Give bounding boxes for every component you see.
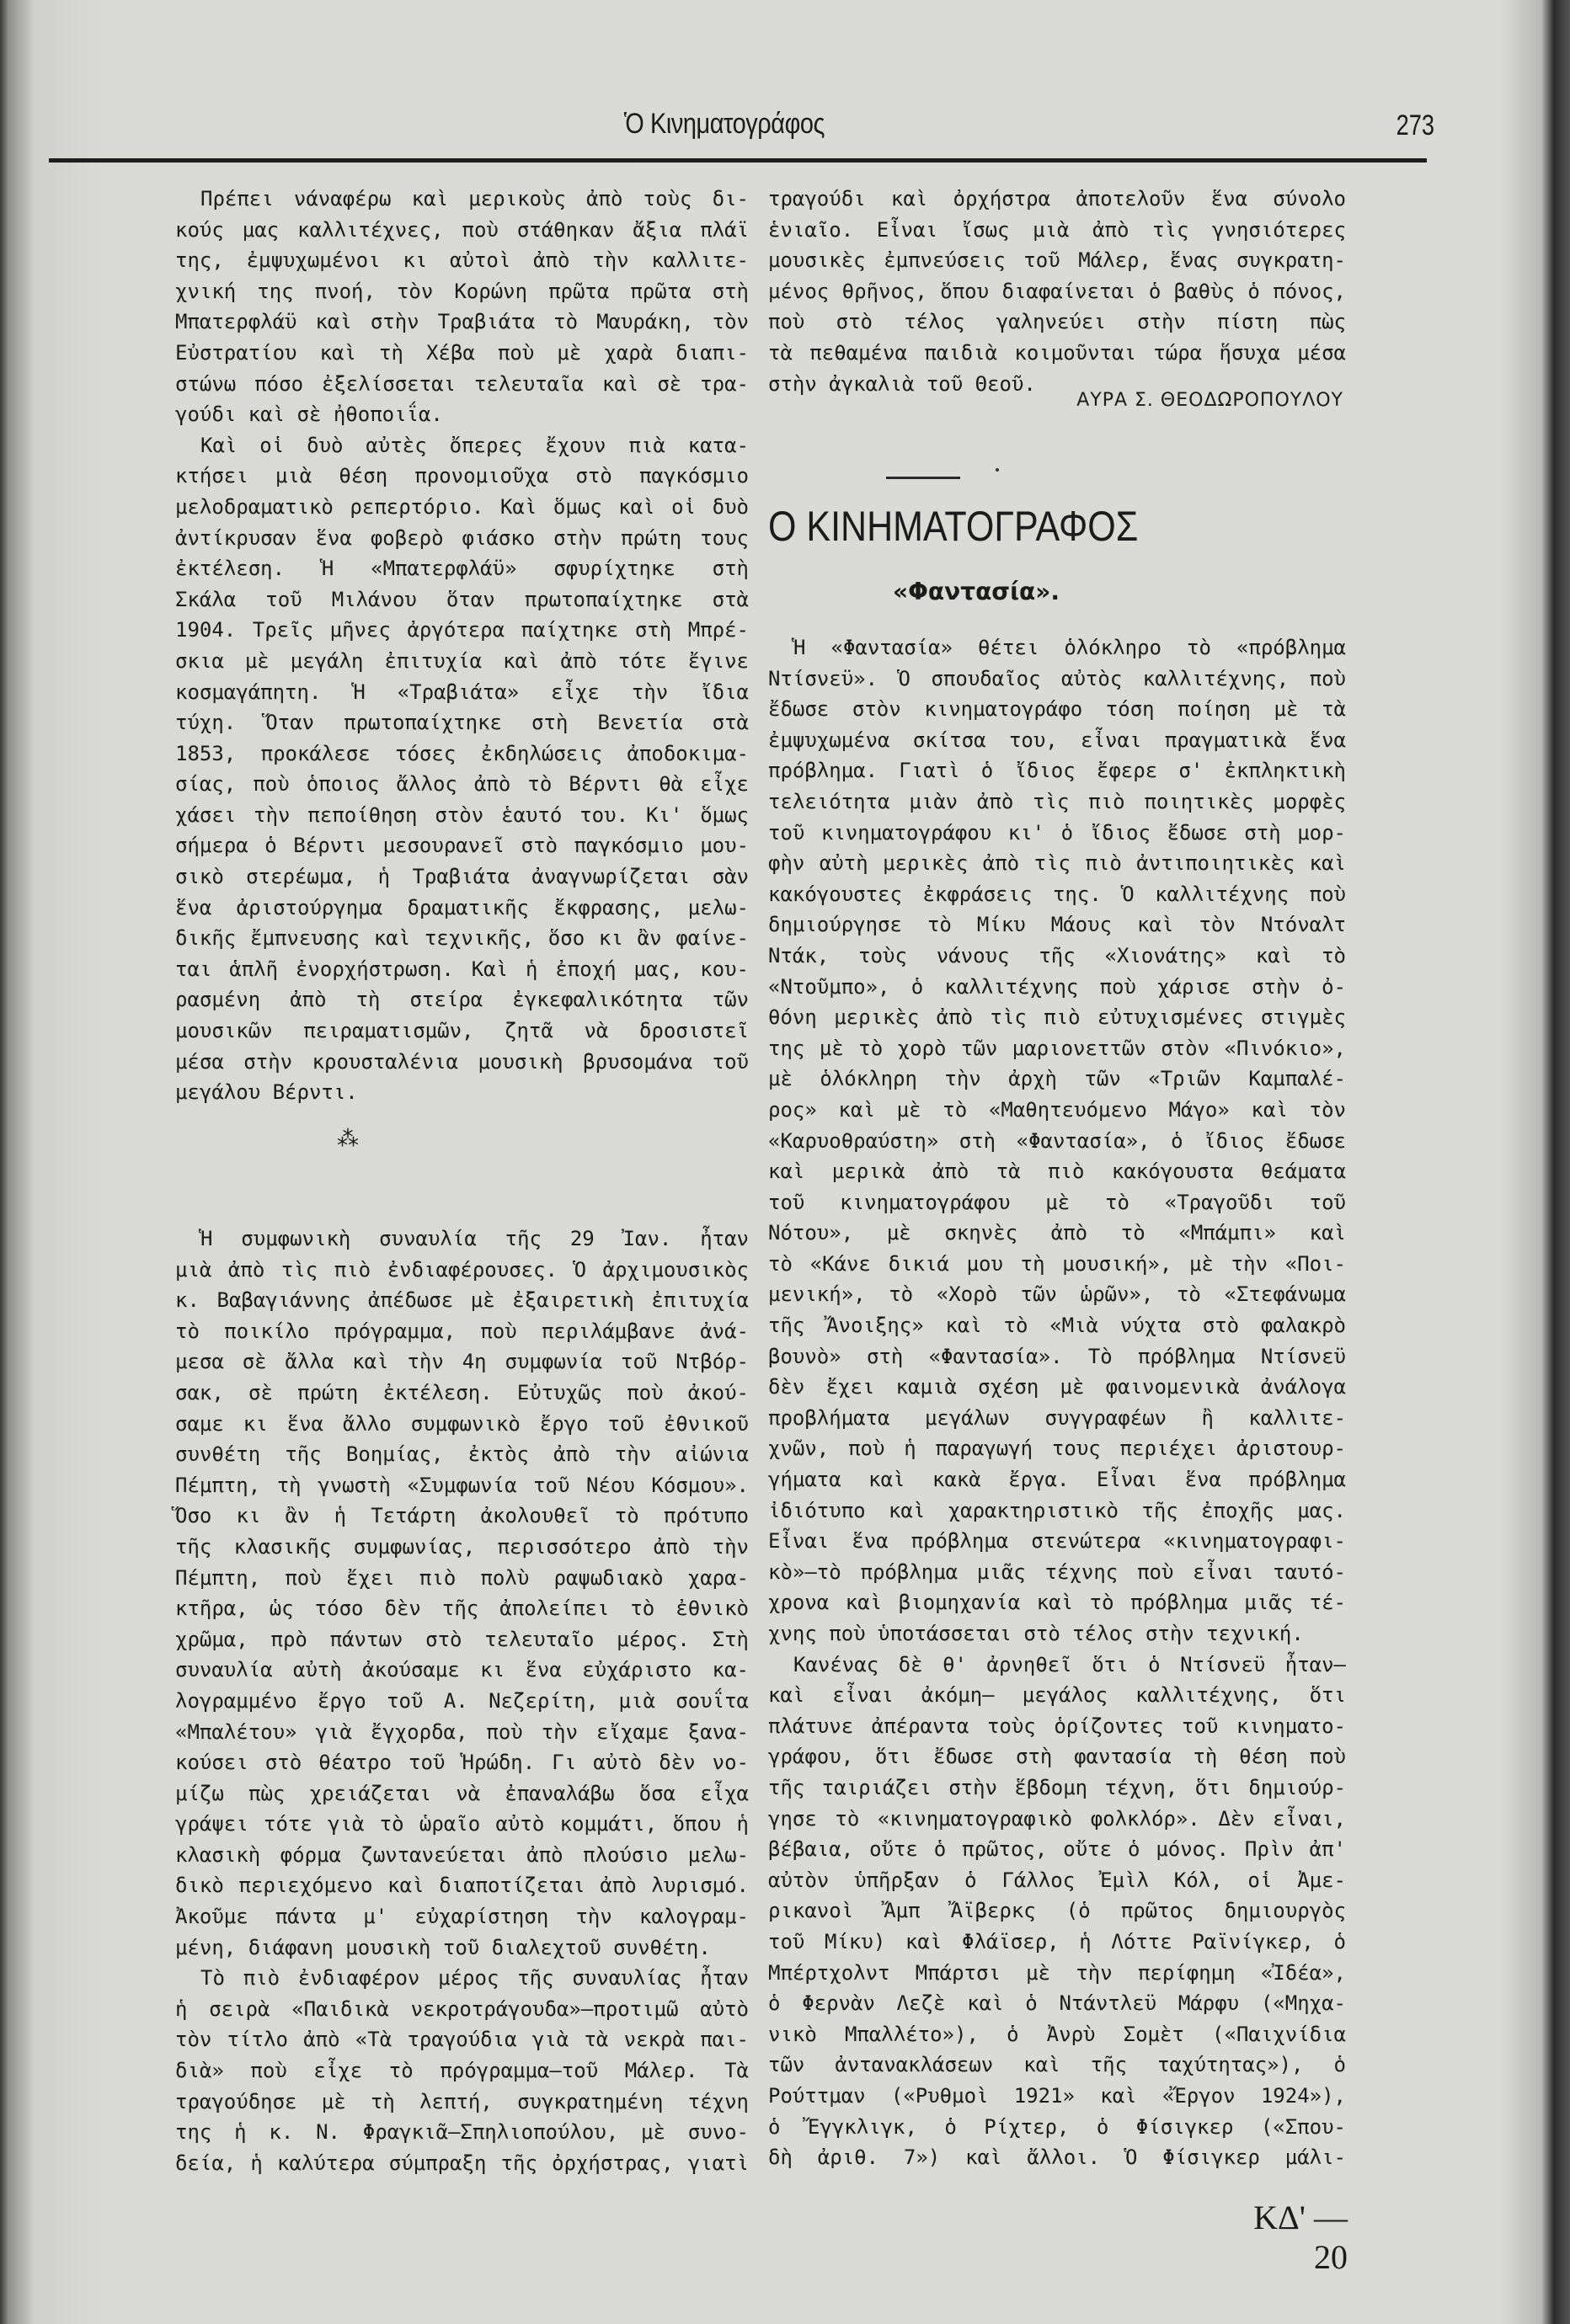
text-line: γήματα καὶ κακὰ ἔργα. Εἶναι ἕνα πρόβλημα — [768, 1468, 1346, 1492]
text-line: Ἡ «Φαντασία» θέτει ὁλόκληρο τὸ «πρόβλημα — [793, 636, 1346, 659]
text-line: Κανένας δὲ θ' ἀρνηθεῖ ὅτι ὁ Ντίσνεϋ ἦταν— — [793, 1652, 1346, 1676]
text-line: ἔδωσε στὸν κινηματογράφο τόση ποίηση μὲ τὰ — [768, 697, 1346, 722]
text-line: δικὸ περιεχόμενο καὶ διαποτίζεται ἀπὸ λυρισμό. — [175, 1874, 749, 1898]
text-line: τὰ πεθαμένα παιδιὰ κοιμοῦνται τώρα ἥσυχα μέσα — [768, 340, 1346, 365]
text-line: ἐμψυχωμένα σκίτσα του, εἶναι πραγματικὰ ἕνα — [768, 728, 1346, 752]
text-line: μίζω πὼς χρειάζεται νὰ ἐπαναλάβω ὅσα εἶχα — [175, 1781, 749, 1805]
text-line: κλασικὴ φόρμα ζωντανεύεται ἀπὸ πλούσιο μελω- — [175, 1842, 749, 1867]
text-line: ἀντίκρυσαν ἕνα φοβερὸ φιάσκο στὴν πρώτη τους — [175, 525, 749, 550]
text-line: τοῦ Μίκυ) καὶ Φλάϊσερ, ἡ Λόττε Ραϊνίγκερ, ὁ — [768, 1929, 1346, 1954]
text-line: τῶν ἀντανακλάσεων καὶ τῆς ταχύτητας»), ὁ — [768, 2053, 1346, 2077]
page-number: 273 — [1396, 109, 1435, 141]
text-line: γράφου, ὅτι ἔδωσε στὴ φαντασία τὴ θέση ποὺ — [768, 1745, 1346, 1769]
concert-review-continuation — [768, 184, 1346, 399]
text-line: σακ, σὲ πρώτη ἐκτέλεση. Εὐτυχῶς ποὺ ἀκού- — [175, 1380, 749, 1405]
text-line: ται ἁπλῆ ἐνορχήστρωση. Καὶ ἡ ἐποχή μας, κου- — [175, 957, 749, 981]
text-line: κ. Βαβαγιάννης ἀπέδωσε μὲ ἐξαιρετικὴ ἐπιτυχία — [175, 1288, 749, 1313]
text-line: ὁ Ἔγγκλιγκ, ὁ Ρίχτερ, ὁ Φίσιγκερ («Σπου- — [768, 2114, 1346, 2139]
paragraph — [175, 1223, 749, 1963]
text-line: κὸ»—τὸ πρόβλημα μιᾶς τέχνης ποὺ εἶναι ταυτό- — [768, 1559, 1346, 1584]
text-line: γράψει τότε γιὰ τὸ ὡραῖο αὐτὸ κομμάτι, ὅπου ἡ — [175, 1812, 749, 1836]
text-line: τύχη. Ὅταν πρωτοπαίχτηκε στὴ Βενετία στὰ — [175, 711, 749, 735]
text-line: ποὺ στὸ τέλος γαληνεύει στὴν πίστη πὼς — [768, 310, 1346, 334]
text-line: χνης ποὺ ὑποτάσσεται στὸ τέλος στὴν τεχνική. — [768, 1622, 1304, 1645]
text-line: Ντάκ, τοὺς νάνους τῆς «Χιονάτης» καὶ τὸ — [768, 943, 1346, 967]
text-line: ὁ Φερνὰν Λεζὲ καὶ ὁ Ντάντλεϋ Μάρφυ («Μηχα- — [768, 1991, 1346, 2016]
text-line: Μπέρτχολντ Μπάρτσι μὲ τὴν περίφημη «Ἰδέα», — [768, 1960, 1346, 1985]
text-line: μουσικῶν πειραματισμῶν, ζητᾶ νὰ δροσιστεῖ — [175, 1019, 749, 1043]
text-line: κτῆρα, ὡς τόσο δὲν τῆς ἀπολείπει τὸ ἐθνικὸ — [175, 1596, 749, 1621]
text-line: τελειότητα μιὰν ἀπὸ τὶς πιὸ ποιητικὲς μορφὲς — [768, 789, 1346, 813]
text-line: βουνὸ» στὴ «Φαντασία». Τὸ πρόβλημα Ντίσνεϋ — [768, 1344, 1346, 1368]
text-line: χνική της πνοή, τὸν Κορώνη πρῶτα πρῶτα στὴ — [175, 279, 749, 303]
text-line: μελοδραματικὸ ρεπερτόριο. Καὶ ὅμως καὶ οἱ δυὸ — [175, 494, 749, 519]
text-line: Ρούττμαν («Ρυθμοὶ 1921» καὶ «Ἔργον 1924»), — [768, 2083, 1346, 2108]
text-line: Καὶ οἱ δυὸ αὐτὲς ὄπερες ἔχουν πιὰ κατα- — [200, 433, 749, 457]
text-line: τῆς κλασικῆς συμφωνίας, περισσότερο ἀπὸ τὴν — [175, 1534, 749, 1559]
text-line: δὴ ἀριθ. 7») καὶ ἄλλοι. Ὁ Φίσιγκερ μάλι- — [768, 2145, 1346, 2170]
text-line: Σκάλα τοῦ Μιλάνου ὅταν πρωτοπαίχτηκε στὰ — [175, 587, 749, 611]
text-line: κούσει στὸ θέατρο τοῦ Ἡρώδη. Γι αὐτὸ δὲν νο- — [175, 1751, 749, 1775]
text-line: Μπατερφλάϋ καὶ στὴν Τραβιάτα τὸ Μαυράκη, τὸν — [175, 310, 749, 334]
text-line: σκια μὲ μεγάλη ἐπιτυχία καὶ ἀπὸ τότε ἔγινε — [175, 648, 749, 673]
text-line: μέσα στὴν κρουσταλένια μουσικὴ βρυσομάνα τοῦ — [175, 1049, 749, 1074]
text-line: «Μπαλέτου» γιὰ ἔγχορδα, ποὺ τὴν εἴχαμε ξανα- — [175, 1719, 749, 1744]
text-line: δικῆς ἔμπνευσης καὶ τεχνικῆς, ὅσο κι ἂν φαίνε- — [175, 926, 749, 951]
text-line: Ἡ συμφωνικὴ συναυλία τῆς 29 Ἰαν. ἦταν — [200, 1227, 749, 1250]
text-line: ἕνα ἀριστούργημα δραματικῆς ἔκφρασης, μελω- — [175, 895, 749, 919]
text-line: της ἡ κ. Ν. Φραγκιᾶ—Σπηλιοπούλου, μὲ συνο- — [175, 2120, 749, 2145]
text-line: δημιούργησε τὸ Μίκυ Μάους καὶ τὸν Ντόναλτ — [768, 913, 1346, 937]
section-separator: ⁂ — [337, 1127, 360, 1152]
author-signature: ΑΥΡΑ Σ. ΘΕΟΔΩΡΟΠΟΥΛΟΥ — [1076, 390, 1343, 411]
print-speck — [996, 468, 999, 472]
paragraph — [768, 1650, 1346, 2173]
paragraph — [768, 632, 1346, 1650]
text-line: ρασμένη ἀπὸ τὴ στείρα ἐγκεφαλικότητα τῶν — [175, 988, 749, 1012]
cinema-article-text — [768, 632, 1346, 2173]
text-line: ρικανοὶ Ἄμπ Ἄϊβερκς (ὁ πρῶτος δημιουργὸς — [768, 1899, 1346, 1923]
text-line: της μὲ τὸ χορὸ τῶν μαριονεττῶν στὸν «Πινόκιο», — [768, 1036, 1346, 1060]
text-line: Εὐστρατίου καὶ τὴ Χέβα ποὺ μὲ χαρὰ διαπι- — [175, 340, 749, 365]
text-line: καὶ μερικὰ ἀπὸ τὰ πιὸ κακόγουστα θεάματα — [768, 1159, 1346, 1184]
text-line: τὸ «Κάνε δικιά μου τὴ μουσική», μὲ τὴν «Ποι- — [768, 1251, 1346, 1276]
text-line: μεγάλου Βέρντι. — [175, 1080, 358, 1105]
paragraph — [175, 1963, 749, 2178]
text-line: χρονα καὶ βιομηχανία καὶ τὸ πρόβλημα μιᾶς τέ- — [768, 1591, 1346, 1615]
text-line: χρῶμα, πρὸ πάντων στὸ τελευταῖο μέρος. Στὴ — [175, 1627, 749, 1651]
text-line: φὴν αὐτὴ μερικὲς ἀπὸ τὶς πιὸ ἀντιποιητικὲς καὶ — [768, 851, 1346, 876]
text-line: τὸ ποικίλο πρόγραμμα, ποὺ περιλάμβανε ἀνά- — [175, 1319, 749, 1343]
text-line: θόνη μερικὲς ἀπὸ τὶς πιὸ εὐτυχισμένες στιγμὲς — [768, 1005, 1346, 1030]
signature-mark: ΚΔ' — 20 — [1253, 2199, 1348, 2276]
text-line: μένη, διάφανη μουσικὴ τοῦ διαλεχτοῦ συνθέτη. — [175, 1935, 711, 1959]
text-line: μεσα σὲ ἄλλα καὶ τὴν 4η συμφωνία τοῦ Ντβόρ- — [175, 1350, 749, 1374]
text-line: πλάτυνε ἀπέραντα τοὺς ὁρίζοντες τοῦ κινηματο- — [768, 1714, 1346, 1738]
text-line: κοσμαγάπητη. Ἡ «Τραβιάτα» εἶχε τὴν ἴδια — [175, 680, 749, 704]
text-line: τὸν τίτλο ἀπὸ «Τὰ τραγούδια γιὰ τὰ νεκρὰ παι- — [175, 2028, 749, 2052]
text-line: συναυλία αὐτὴ ἀκούσαμε κι ἕνα εὐχάριστο κα- — [175, 1658, 749, 1682]
text-line: αὐτὸν ὑπῆρξαν ὁ Γάλλος Ἐμὶλ Κόλ, οἱ Ἀμε- — [768, 1868, 1346, 1892]
text-line: λογραμμένο ἔργο τοῦ Α. Νεζερίτη, μιὰ σουΐτα — [175, 1688, 749, 1713]
text-line: πρόβλημα. Γιατὶ ὁ ἴδιος ἔφερε σ' ἐκπληκτικὴ — [768, 759, 1346, 783]
text-line: τραγούδησε μὲ τὴ λεπτή, συγκρατημένη τέχνη — [175, 2089, 749, 2113]
section-title: Ο ΚΙΝΗΜΑΤΟΓΡΑΦΟΣ — [768, 503, 1139, 550]
text-line: συνθέτη τῆς Βοημίας, ἐκτὸς ἀπὸ τὴν αἰώνια — [175, 1442, 749, 1467]
running-title: Ὁ Κινηματογράφος — [623, 108, 825, 140]
text-line: Εἶναι ἕνα πρόβλημα στενώτερα «κινηματογραφι- — [768, 1529, 1346, 1554]
text-line: ἡ σειρὰ «Παιδικὰ νεκροτράγουδα»—προτιμῶ αὐτὸ — [175, 1996, 749, 2021]
text-line: Ὅσο κι ἂν ἡ Τετάρτη ἀκολουθεῖ τὸ πρότυπο — [175, 1504, 749, 1528]
text-line: Νότου», μὲ σκηνὲς ἀπὸ τὸ «Μπάμπι» καὶ — [768, 1221, 1346, 1245]
text-line: μὲ ὁλόκληρη τὴν ἀρχὴ τῶν «Τριῶν Καμπαλέ- — [768, 1067, 1346, 1091]
text-line: προβλήματα μεγάλων συγγραφέων ἢ καλλιτε- — [768, 1405, 1346, 1430]
text-line: της, ἐμψυχωμένοι κι αὐτοὶ ἀπὸ τὴν καλλιτε- — [175, 248, 749, 273]
text-line: καὶ εἶναι ἀκόμη— μεγάλος καλλιτέχνης, ὅτι — [768, 1683, 1346, 1708]
text-line: κούς μας καλλιτέχνες, ποὺ στάθηκαν ἄξια πλάϊ — [175, 217, 749, 242]
text-line: τοῦ κινηματογράφου κι' ὁ ἴδιος ἔδωσε στὴ μορ- — [768, 820, 1346, 845]
text-line: Ἀκοῦμε πάντα μ' εὐχαρίστηση τὴν καλογραμ- — [175, 1905, 749, 1929]
text-line: νικὸ Μπαλλέτο»), ὁ Ἀνρὺ Σομὲτ («Παιχνίδια — [768, 2022, 1346, 2046]
opera-review-text — [175, 184, 749, 1108]
text-line: τοῦ κινηματογράφου μὲ τὸ «Τραγοῦδι τοῦ — [768, 1190, 1346, 1214]
text-line: Πέμπτη, τὴ γνωστὴ «Συμφωνία τοῦ Νέου Κόσμου». — [175, 1473, 749, 1497]
text-line: ρος» καὶ μὲ τὸ «Μαθητευόμενο Μάγο» καὶ τὸν — [768, 1097, 1346, 1122]
text-line: στὴν ἀγκαλιὰ τοῦ Θεοῦ. — [768, 371, 1036, 396]
text-line: μουσικὲς ἐμπνεύσεις τοῦ Μάλερ, ἕνας συγκρατη- — [768, 248, 1346, 273]
text-line: χνῶν, ποὺ ἡ παραγωγή τους περιέχει ἀριστουρ- — [768, 1437, 1346, 1461]
text-line: τῆς Ἄνοιξης» καὶ τὸ «Μιὰ νύχτα στὸ φαλακρὸ — [768, 1314, 1346, 1338]
text-line: Πρέπει νάναφέρω καὶ μερικοὺς ἀπὸ τοὺς δι- — [200, 187, 749, 211]
text-line: τραγούδι καὶ ὀρχήστρα ἀποτελοῦν ἕνα σύνολο — [768, 187, 1346, 211]
text-line: ἑνιαῖο. Εἶναι ἴσως μιὰ ἀπὸ τὶς γνησιότερες — [768, 217, 1346, 242]
text-line: γούδι καὶ σὲ ἠθοποιΐα. — [175, 402, 443, 427]
text-line: ἰδιότυπο καὶ χαρακτηριστικὸ τῆς ἐποχῆς μας. — [768, 1498, 1346, 1522]
text-line: σαμε κι ἕνα ἄλλο συμφωνικὸ ἔργο τοῦ ἐθνικοῦ — [175, 1411, 749, 1436]
text-line: κτήσει μιὰ θέση προνομιοῦχα στὸ παγκόσμιο — [175, 464, 749, 488]
text-line: δὲν ἔχει καμιὰ σχέση μὲ φαινομενικὰ ἀνάλογα — [768, 1375, 1346, 1399]
text-line: Τὸ πιὸ ἐνδιαφέρον μέρος τῆς συναυλίας ἦταν — [200, 1966, 749, 1991]
text-line: Ντίσνεϋ». Ὁ σπουδαῖος αὐτὸς καλλιτέχνης, ποὺ — [768, 666, 1346, 690]
paragraph — [768, 184, 1346, 399]
text-line: σήμερα ὁ Βέρντι μεσουρανεῖ στὸ παγκόσμιο μου- — [175, 834, 749, 858]
text-line: 1853, προκάλεσε τόσες ἐκδηλώσεις ἀποδοκιμα- — [175, 741, 749, 765]
text-line: «Καρυοθραύστη» στὴ «Φαντασία», ὁ ἴδιος ἔδωσε — [768, 1128, 1346, 1153]
paragraph — [175, 184, 749, 430]
text-line: βέβαια, οὔτε ὁ πρῶτος, οὔτε ὁ μόνος. Πρὶν ἀπ' — [768, 1837, 1346, 1862]
text-line: στώνω πόσο ἐξελίσσεται τελευταῖα καὶ σὲ τρα- — [175, 371, 749, 396]
text-line: Πέμπτη, ποὺ ἔχει πιὸ πολὺ ραψωδιακὸ χαρα- — [175, 1565, 749, 1590]
text-line: μενική», τὸ «Χορὸ τῶν ὡρῶν», τὸ «Στεφάνωμα — [768, 1282, 1346, 1307]
header-rule — [49, 158, 1427, 163]
concert-review-text — [175, 1223, 749, 2178]
text-line: κακόγουστες ἐκφράσεις της. Ὁ καλλιτέχνης ποὺ — [768, 882, 1346, 906]
text-line: «Ντοῦμπο», ὁ καλλιτέχνης ποὺ χάρισε στὴν ὀ- — [768, 974, 1346, 999]
text-line: σικὸ στερέωμα, ἡ Τραβιάτα ἀναγνωρίζεται σὰν — [175, 865, 749, 889]
text-line: χάσει τὴν πεποίθηση στὸν ἑαυτό του. Κι' ὅμως — [175, 802, 749, 827]
text-line: γησε τὸ «κινηματογραφικὸ φολκλόρ». Δὲν εἶναι, — [768, 1806, 1346, 1831]
text-line: ἐκτέλεση. Ἡ «Μπατερφλάϋ» σφυρίχτηκε στὴ — [175, 557, 749, 581]
text-line: τῆς ταιριάζει στὴν ἕβδομη τέχνη, ὅτι δημιούρ- — [768, 1775, 1346, 1799]
text-line: μένος θρῆνος, ὅπου διαφαίνεται ὁ βαθὺς ὁ πόνος, — [768, 279, 1346, 303]
text-line: διὰ» ποὺ εἶχε τὸ πρόγραμμα—τοῦ Μάλερ. Τὰ — [175, 2059, 749, 2083]
section-rule — [886, 477, 960, 479]
text-line: σίας, ποὺ ὁποιος ἄλλος ἀπὸ τὸ Βέρντι θὰ εἶχε — [175, 772, 749, 797]
text-line: 1904. Τρεῖς μῆνες ἀργότερα παίχτηκε στὴ Μπρέ- — [175, 618, 749, 642]
text-line: δεία, ἡ καλύτερα σύμπραξη τῆς ὀρχήστρας, γιατὶ — [175, 2151, 749, 2175]
article-subtitle: «Φαντασία». — [893, 578, 1060, 605]
paragraph — [175, 430, 749, 1108]
text-line: μιὰ ἀπὸ τὶς πιὸ ἐνδιαφέρουσες. Ὁ ἀρχιμουσικὸς — [175, 1257, 749, 1282]
